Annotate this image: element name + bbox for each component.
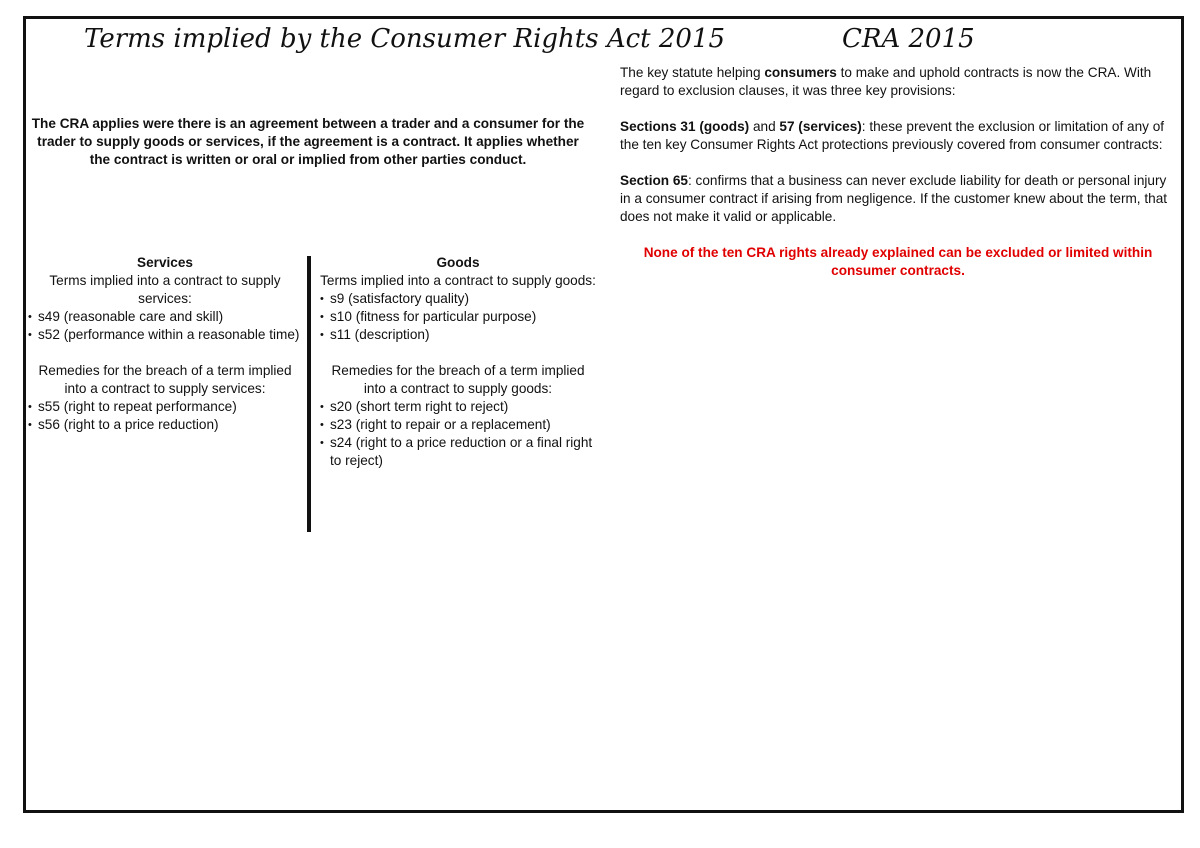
- left-title: Terms implied by the Consumer Rights Act 2015: [84, 24, 726, 54]
- list-item: • s9 (satisfactory quality): [320, 290, 596, 308]
- cra-paragraph-section-65: Section 65: confirms that a business can never exclude liability for death or personal injury in a consumer contract if arising from negligence. If the customer knew about the term, that does not make it valid or applicable.: [620, 173, 1168, 224]
- list-item: • s52 (performance within a reasonable time): [28, 326, 302, 344]
- goods-terms-list: [320, 290, 596, 344]
- services-column: [28, 254, 302, 434]
- cra-paragraph-statute: The key statute helping consumers to make and uphold contracts is now the CRA. With regard to exclusion clauses, it was three key provisions:: [620, 65, 1152, 98]
- cra-warning: None of the ten CRA rights already explained can be excluded or limited within consumer contracts.: [643, 245, 1153, 278]
- list-item: • s20 (short term right to reject): [320, 398, 596, 416]
- goods-remedies-intro: Remedies for the breach of a term implied into a contract to supply goods:: [331, 363, 585, 396]
- goods-remedies-list: [320, 398, 596, 470]
- services-remedies-intro: Remedies for the breach of a term implied into a contract to supply services:: [38, 363, 292, 396]
- cra-paragraph-sections: Sections 31 (goods) and 57 (services): these prevent the exclusion or limitation of any of the ten key Consumer Rights Act protections previously covered from consumer contracts:: [620, 119, 1165, 152]
- list-item: • s24 (right to a price reduction or a final right to reject): [320, 434, 596, 470]
- goods-terms-intro: Terms implied into a contract to supply goods:: [320, 273, 596, 288]
- cra-section: [620, 64, 1176, 298]
- goods-column: [320, 254, 596, 470]
- column-divider: [307, 256, 311, 532]
- services-remedies-list: [28, 398, 302, 434]
- list-item: • s10 (fitness for particular purpose): [320, 308, 596, 326]
- list-item: • s23 (right to repair or a replacement): [320, 416, 596, 434]
- intro-paragraph: The CRA applies were there is an agreement between a trader and a consumer for the trader to supply goods or services, if the agreement is a contract. It applies whether the contract is written or oral or implied from other parties conduct.: [31, 116, 585, 167]
- goods-heading: Goods: [436, 255, 480, 270]
- list-item: • s55 (right to repeat performance): [28, 398, 302, 416]
- services-terms-intro: Terms implied into a contract to supply services:: [49, 273, 281, 306]
- right-title: CRA 2015: [842, 24, 975, 54]
- list-item: • s56 (right to a price reduction): [28, 416, 302, 434]
- services-terms-list: [28, 308, 302, 344]
- list-item: • s49 (reasonable care and skill): [28, 308, 302, 326]
- services-heading: Services: [137, 255, 193, 270]
- list-item: • s11 (description): [320, 326, 596, 344]
